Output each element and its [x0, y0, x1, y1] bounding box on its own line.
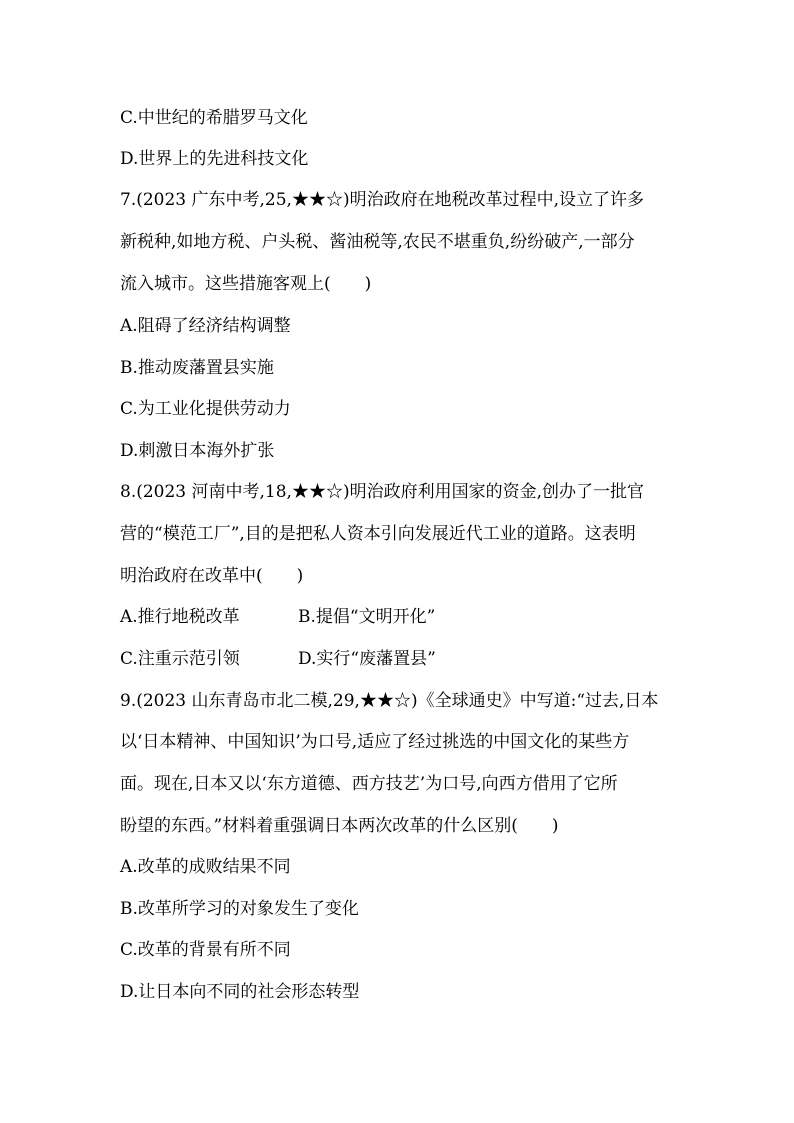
question-7-stem-line3: 流入城市。这些措施客观上( ): [120, 274, 372, 294]
question-9-stem-line4: 盼望的东西。”材料着重强调日本两次改革的什么区别( ): [120, 816, 559, 836]
question-9-option-c: C.改革的背景有所不同: [120, 940, 291, 960]
question-8-stem-line2: 营的“模范工厂”,目的是把私人资本引向发展近代工业的道路。这表明: [120, 524, 636, 544]
question-9-stem-line1: 9.(2023 山东青岛市北二模,29,★★☆)《全球通史》中写道:“过去,日本: [120, 691, 659, 711]
question-8-stem-line1: 8.(2023 河南中考,18,★★☆)明治政府利用国家的资金,创办了一批官: [120, 482, 644, 502]
question-7-option-b: B.推动废藩置县实施: [120, 358, 274, 378]
question-8-options-row1: [120, 606, 436, 628]
question-9-stem-line3: 面。现在,日本又以‘东方道德、西方技艺’为口号,向西方借用了它所: [120, 774, 618, 794]
question-7-option-a: A.阻碍了经济结构调整: [120, 316, 291, 336]
question-8-option-d: D.实行“废藩置县”: [298, 649, 436, 669]
question-7-option-d: D.刺激日本海外扩张: [120, 441, 275, 461]
question-9-option-a: A.改革的成败结果不同: [120, 857, 291, 877]
option-c-q6: C.中世纪的希腊罗马文化: [120, 108, 308, 128]
option-d-q6: D.世界上的先进科技文化: [120, 149, 309, 169]
question-7-stem-line2: 新税种,如地方税、户头税、酱油税等,农民不堪重负,纷纷破产,一部分: [120, 232, 635, 252]
question-8-options-row2: [120, 648, 436, 670]
question-8-option-c: C.注重示范引领: [120, 649, 240, 669]
question-9-stem-line2: 以‘日本精神、中国知识’为口号,适应了经过挑选的中国文化的某些方: [120, 732, 630, 752]
question-9-option-d: D.让日本向不同的社会形态转型: [120, 982, 360, 1002]
question-8-option-b: B.提倡“文明开化”: [298, 607, 436, 627]
question-7-option-c: C.为工业化提供劳动力: [120, 399, 291, 419]
question-9-option-b: B.改革所学习的对象发生了变化: [120, 899, 359, 919]
question-8-stem-line3: 明治政府在改革中( ): [120, 566, 304, 586]
question-7-stem-line1: 7.(2023 广东中考,25,★★☆)明治政府在地税改革过程中,设立了许多: [120, 190, 644, 210]
question-8-option-a: A.推行地税改革: [120, 607, 240, 627]
